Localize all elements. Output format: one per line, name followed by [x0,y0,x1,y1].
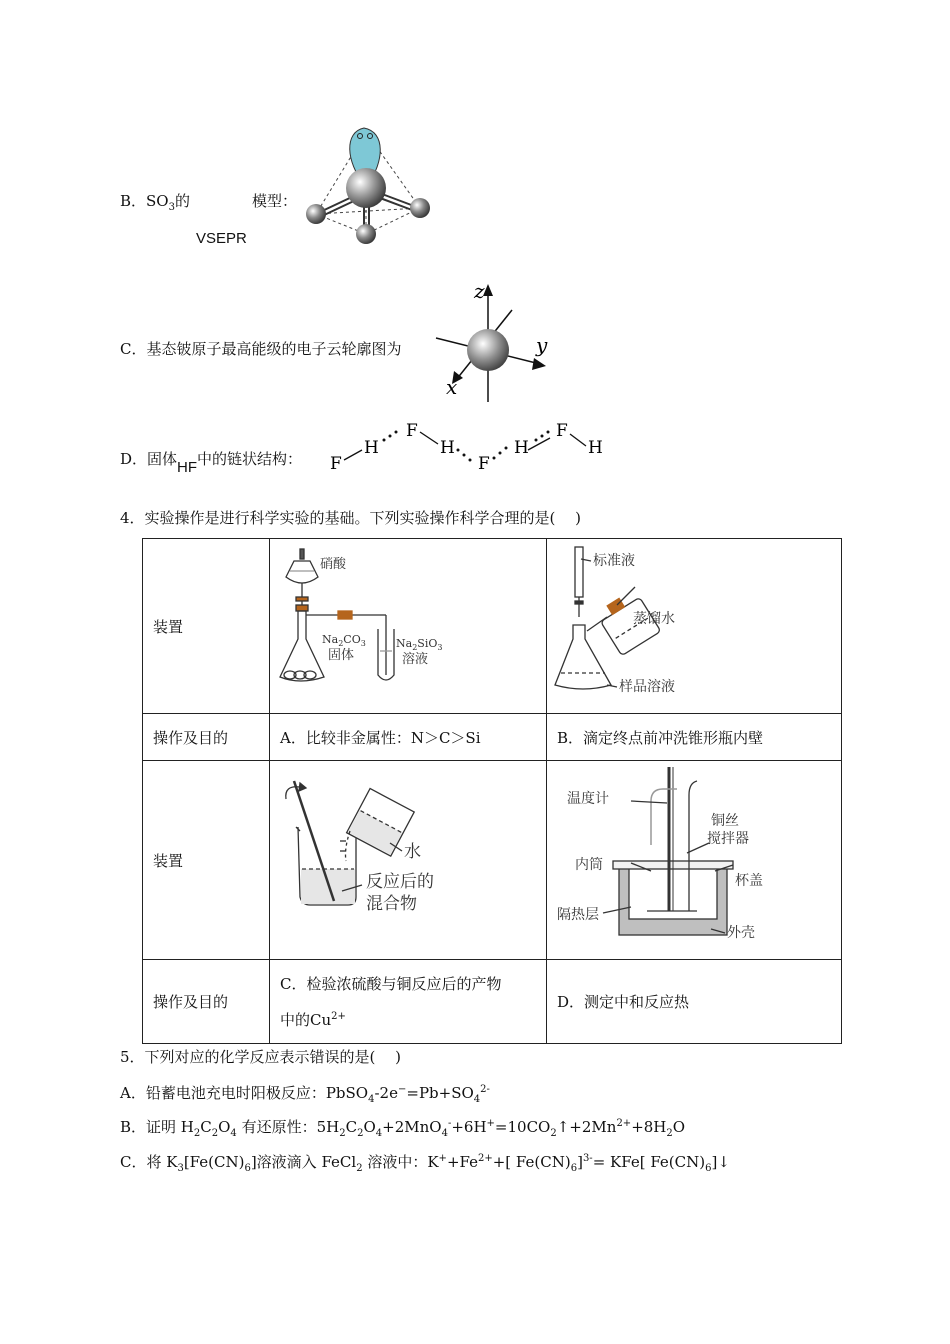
apparatus-a-figure [270,539,546,709]
label-distilled-water: 蒸馏水 [633,611,675,627]
option-d-suffix: 中的链状结构： [197,450,303,468]
q5-option-b-text: B．证明 H [120,1118,194,1136]
option-d-prefix: D．固体 [120,450,178,468]
option-b-vsepr: VSEPR [196,230,247,247]
table-row [143,960,842,1044]
vsepr-model-figure [298,122,438,252]
atom-f: F [406,421,418,441]
label-solid: 固体 [328,648,355,663]
label-insulation: 隔热层 [557,907,599,923]
label-operation: 操作及目的 [143,960,270,1044]
label-nitric-acid: 硝酸 [320,557,347,572]
table-row [143,761,842,960]
hf-chain-figure [324,416,614,476]
apparatus-b-figure [547,539,841,709]
cell-a-device [270,539,547,714]
table-row [143,714,842,761]
option-b-model-label: 模型： [252,192,298,210]
option-c-cu-charge: 2+ [331,1010,346,1022]
option-b-mid: 的 [174,192,190,210]
label-stirrer: 搅拌器 [707,831,749,847]
label-na2sio3: $Na_2SiO_3$ [396,637,443,652]
q5-option-c: C．将 $K_3[Fe(CN)_6]$溶液滴入 FeCl$_2$ 溶液中：$K^++Fe^{2+}+$[ $Fe(CN)_6]^{3-}= KFe$[ $Fe(CN)_6]↓$ [120,1153,730,1174]
option-b-prefix: B．SO [120,192,169,210]
label-solution: 溶液 [402,652,429,667]
label-device: 装置 [143,761,270,960]
option-c-cu: 中的Cu [280,1010,332,1029]
option-c-line1: C．检验浓硫酸与铜反应后的产物 [280,974,502,993]
y-axis-label: y [536,333,548,357]
option-d-line [120,448,303,476]
label-copper-wire: 铜丝 [711,813,739,829]
label-thermometer: 温度计 [567,791,609,807]
cell-b-device [547,539,842,714]
z-axis-label: z [474,279,485,303]
label-operation: 操作及目的 [143,714,270,761]
label-inner-cup: 内筒 [575,857,603,873]
option-c-cell [270,960,547,1044]
apparatus-c-figure [270,761,546,955]
atom-f: F [478,454,490,474]
option-d-text: D．测定中和反应热 [547,960,842,1044]
s-atom [346,168,386,208]
q5-option-a: A．铅蓄电池充电时阳极反应：$PbSO_4-2e^-=Pb+SO_4^{2-}$ [120,1084,490,1105]
label-mixture-1: 反应后的 [366,872,434,892]
q5-option-b: B．证明 $H_2C_2O_4$ 有还原性：$5H_2C_2O_4+2MnO_4^-+6H^+=10CO_2↑+2Mn^{2+}+8H_2O$ [120,1118,686,1139]
o-atom [410,198,430,218]
option-b-line [120,190,190,211]
q5-option-a-text: A．铅蓄电池充电时阳极反应：PbSO [120,1084,369,1102]
q4-stem: 4．实验操作是进行科学实验的基础。下列实验操作科学合理的是( ) [120,509,582,527]
cell-d-device [547,761,842,960]
q5-stem: 5．下列对应的化学反应表示错误的是( ) [120,1048,402,1066]
atom-h: H [588,438,603,458]
label-na2co3: $Na_2CO_3$ [322,633,366,648]
atom-h: H [364,438,379,458]
option-c-text: C．基态铍原子最高能级的电子云轮廓图为 [120,340,402,358]
experiment-table [142,538,842,1044]
atom-h: H [440,438,455,458]
option-d-hf: HF [177,459,198,476]
option-b-text: B．滴定终点前冲洗锥形瓶内壁 [547,714,842,761]
atom-f: F [330,454,342,474]
atom-h: H [514,438,529,458]
label-outer-shell: 外壳 [727,925,755,941]
s-orbital-figure [432,278,562,408]
o-atom [356,224,376,244]
orbital-sphere [467,329,509,371]
cell-c-device [270,761,547,960]
apparatus-d-figure [547,761,841,955]
label-device: 装置 [143,539,270,714]
q5-option-c-text: C．将 K [120,1153,178,1171]
label-mixture-2: 混合物 [366,894,417,914]
label-water: 水 [404,842,421,862]
label-sample-solution: 样品溶液 [619,679,675,695]
option-b-sub: 3 [168,202,175,213]
o-atom [306,204,326,224]
x-axis-label: x [446,375,458,399]
atom-f: F [556,421,568,441]
label-lid: 杯盖 [735,873,763,889]
option-a-text: A．比较非金属性：N＞C＞Si [270,714,547,761]
option-c-line2 [280,1002,536,1038]
table-row [143,539,842,714]
label-standard-solution: 标准液 [593,553,635,569]
